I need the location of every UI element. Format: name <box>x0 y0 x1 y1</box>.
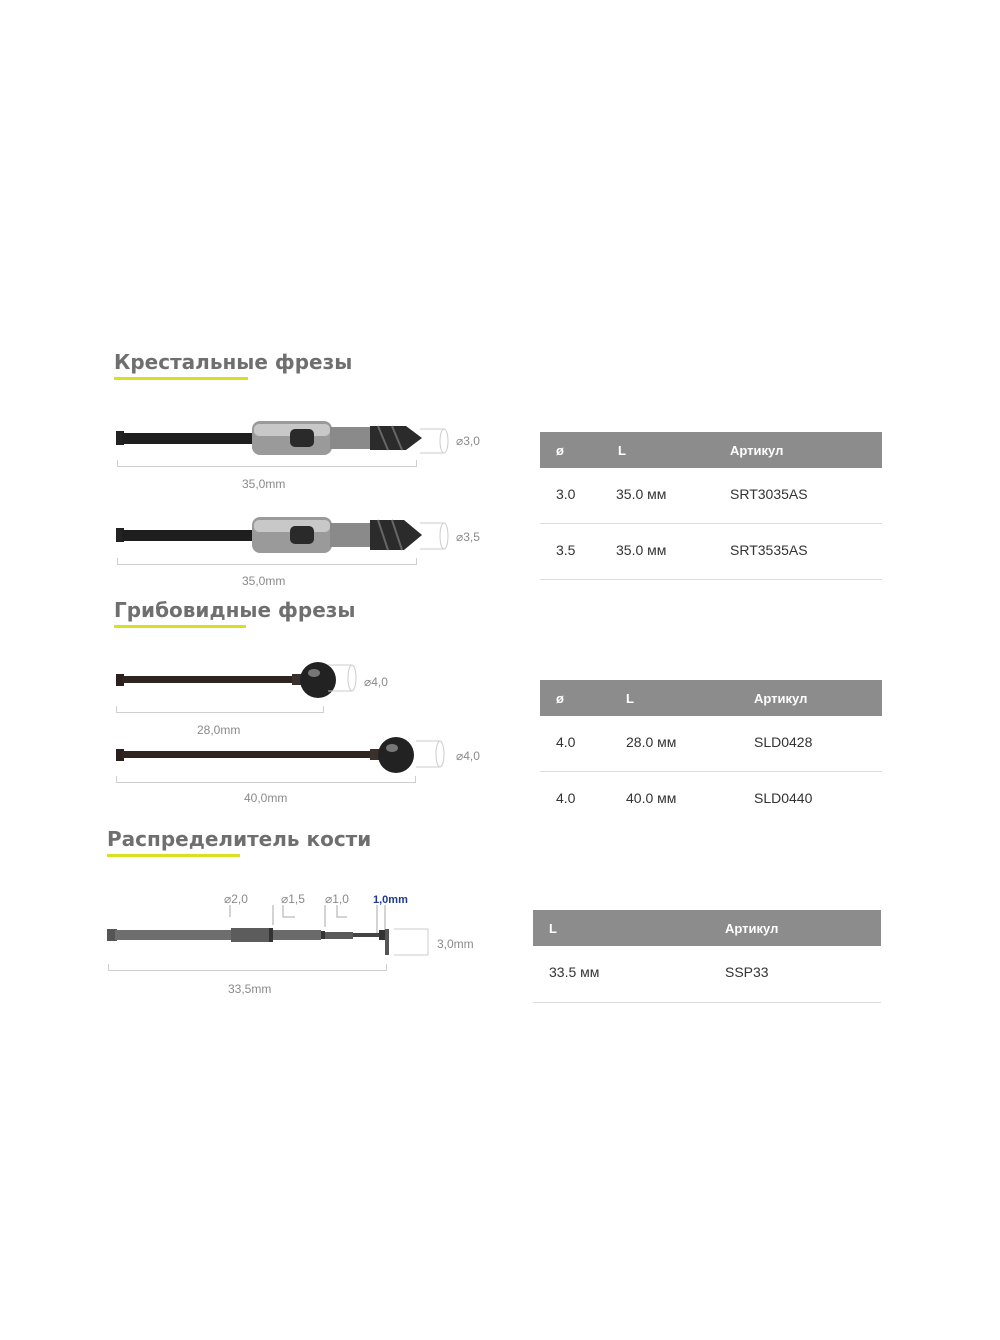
mushroom-spec-table <box>540 680 882 827</box>
length-label: 40,0mm <box>244 791 288 805</box>
mushroom-drill-40-image <box>116 736 416 776</box>
cell-article: SRT3035AS <box>730 486 808 502</box>
diameter-label: ⌀2,0 <box>224 892 248 906</box>
diameter-marker <box>420 522 450 552</box>
cell-length: 28.0 мм <box>626 734 677 750</box>
header-length: L <box>618 443 626 458</box>
title-underline <box>114 377 248 380</box>
length-label: 28,0mm <box>197 723 241 737</box>
table-row <box>540 468 882 524</box>
header-article: Артикул <box>725 921 779 936</box>
cell-diameter: 4.0 <box>556 790 576 806</box>
dimension-line <box>117 558 417 565</box>
cell-article: SLD0440 <box>754 790 813 806</box>
tip-length-label: 1,0mm <box>373 894 408 906</box>
header-article: Артикул <box>754 691 808 706</box>
table-header <box>540 680 882 716</box>
diameter-label: ⌀3,5 <box>456 530 480 544</box>
diameter-marker <box>420 428 450 456</box>
cell-article: SLD0428 <box>754 734 813 750</box>
title-underline <box>107 854 240 857</box>
table-row <box>540 716 882 772</box>
header-diameter: ø <box>556 443 564 458</box>
bone-spreader-spec-table <box>533 910 881 1003</box>
crestal-spec-table <box>540 432 882 580</box>
section-title-bone-spreader: Распределитель кости <box>107 827 372 851</box>
cell-length: 33.5 мм <box>549 964 600 980</box>
diameter-label: ⌀4,0 <box>364 675 388 689</box>
diameter-label: ⌀1,0 <box>325 892 349 906</box>
table-row <box>540 772 882 827</box>
header-diameter: ø <box>556 691 564 706</box>
cell-article: SSP33 <box>725 964 769 980</box>
cell-diameter: 3.0 <box>556 486 576 502</box>
bone-spreader-image <box>107 905 407 955</box>
table-row <box>540 524 882 580</box>
dimension-line <box>116 706 324 713</box>
table-header <box>533 910 881 946</box>
table-row <box>533 946 881 1003</box>
diameter-label: ⌀4,0 <box>456 749 480 763</box>
length-label: 35,0mm <box>242 477 286 491</box>
section-title-mushroom: Грибовидные фрезы <box>114 598 356 622</box>
length-label: 33,5mm <box>228 982 272 996</box>
dimension-line <box>116 776 416 783</box>
header-length: L <box>626 691 634 706</box>
header-article: Артикул <box>730 443 784 458</box>
cell-length: 35.0 мм <box>616 542 667 558</box>
length-label: 35,0mm <box>242 574 286 588</box>
height-label: 3,0mm <box>437 937 474 951</box>
cell-length: 35.0 мм <box>616 486 667 502</box>
cell-article: SRT3535AS <box>730 542 808 558</box>
crestal-drill-3-0-image <box>116 418 456 458</box>
section-title-crestal: Крестальные фрезы <box>114 350 353 374</box>
diameter-label: ⌀1,5 <box>281 892 305 906</box>
mushroom-drill-28-image <box>116 660 336 700</box>
dimension-line <box>117 460 417 467</box>
diameter-marker <box>328 664 358 694</box>
cell-diameter: 4.0 <box>556 734 576 750</box>
cell-diameter: 3.5 <box>556 542 576 558</box>
height-marker <box>394 928 434 958</box>
crestal-drill-3-5-image <box>116 515 456 557</box>
title-underline <box>114 625 246 628</box>
diameter-label: ⌀3,0 <box>456 434 480 448</box>
diameter-marker <box>416 740 446 770</box>
table-header <box>540 432 882 468</box>
cell-length: 40.0 мм <box>626 790 677 806</box>
dimension-line <box>108 964 387 971</box>
header-length: L <box>549 921 557 936</box>
